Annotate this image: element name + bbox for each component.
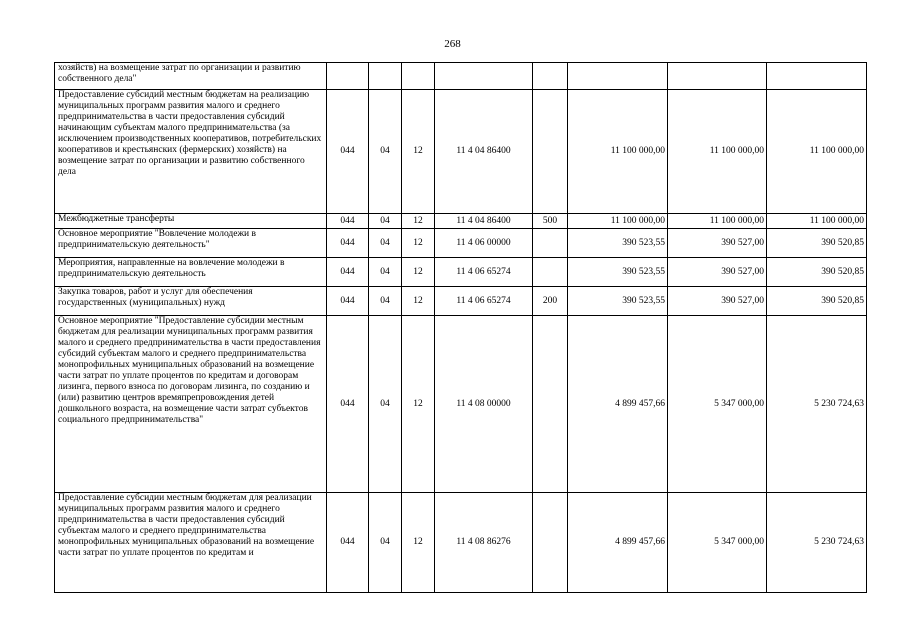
page-number: 268 <box>444 38 461 50</box>
table-row <box>55 258 867 287</box>
target-article-cell: 11 4 04 86400 <box>435 214 533 229</box>
subsection-cell: 12 <box>402 316 435 493</box>
grbs-cell: 044 <box>327 493 369 593</box>
item-name-cell: Межбюджетные трансферты <box>55 214 327 229</box>
amount-year-2-cell: 11 100 000,00 <box>668 90 767 214</box>
item-name-cell: Предоставление субсидии местным бюджетам для реализации муниципальных программ развития малого и среднего предпринимательства в части предоставления субсидий субъектам малого и среднего предпринимательства монопрофильных муниципальных образований на возмещение части затрат по уплате процентов по кредитам и <box>55 493 327 593</box>
amount-year-1-cell <box>568 63 668 90</box>
section-cell: 04 <box>369 229 402 258</box>
target-article-cell: 11 4 08 86276 <box>435 493 533 593</box>
amount-year-2-cell: 390 527,00 <box>668 229 767 258</box>
table-row <box>55 214 867 229</box>
amount-year-2-cell: 5 347 000,00 <box>668 493 767 593</box>
subsection-cell: 12 <box>402 90 435 214</box>
item-name-cell: Предоставление субсидий местным бюджетам на реализацию муниципальных программ развития малого и среднего предпринимательства в части предоставления субсидий начинающим субъектам малого предпринимательства (за исключением производственных кооперативов, потребительских кооперативов и крестьянских (фермерских) хозяйств) на возмещение затрат по организации и развитию собственного дела <box>55 90 327 214</box>
target-article-cell: 11 4 06 65274 <box>435 287 533 316</box>
expense-type-cell <box>533 258 568 287</box>
subsection-cell: 12 <box>402 493 435 593</box>
amount-year-1-cell: 4 899 457,66 <box>568 316 668 493</box>
section-cell: 04 <box>369 316 402 493</box>
amount-year-2-cell <box>668 63 767 90</box>
section-cell: 04 <box>369 258 402 287</box>
amount-year-2-cell: 390 527,00 <box>668 258 767 287</box>
grbs-cell: 044 <box>327 258 369 287</box>
table-row <box>55 229 867 258</box>
section-cell: 04 <box>369 90 402 214</box>
table-row <box>55 493 867 593</box>
grbs-cell <box>327 63 369 90</box>
amount-year-3-cell: 390 520,85 <box>767 258 867 287</box>
expense-type-cell <box>533 229 568 258</box>
amount-year-3-cell: 390 520,85 <box>767 287 867 316</box>
target-article-cell: 11 4 06 65274 <box>435 258 533 287</box>
subsection-cell <box>402 63 435 90</box>
grbs-cell: 044 <box>327 316 369 493</box>
item-name-cell: хозяйств) на возмещение затрат по организации и развитию собственного дела" <box>55 63 327 90</box>
table-row <box>55 63 867 90</box>
item-name-cell: Мероприятия, направленные на вовлечение молодежи в предпринимательскую деятельность <box>55 258 327 287</box>
section-cell: 04 <box>369 214 402 229</box>
expense-type-cell <box>533 493 568 593</box>
amount-year-1-cell: 390 523,55 <box>568 258 668 287</box>
expense-type-cell: 200 <box>533 287 568 316</box>
item-name-cell: Закупка товаров, работ и услуг для обеспечения государственных (муниципальных) нужд <box>55 287 327 316</box>
table-row <box>55 90 867 214</box>
target-article-cell: 11 4 04 86400 <box>435 90 533 214</box>
item-name-cell: Основное мероприятие "Предоставление субсидии местным бюджетам для реализации муниципальных программ развития малого и среднего предпринимательства в части предоставления субсидий субъектам малого и среднего предпринимательства монопрофильных муниципальных образований на возмещение части затрат по уплате процентов по кредитам и договорам лизинга, первого взноса по договорам лизинга, по созданию и (или) развитию центров времяпрепровождения детей дошкольного возраста, на возмещение части затрат субъектов социального предпринимательства" <box>55 316 327 493</box>
expense-type-cell <box>533 316 568 493</box>
table-body <box>55 63 867 593</box>
expense-type-cell <box>533 63 568 90</box>
grbs-cell: 044 <box>327 214 369 229</box>
expense-type-cell <box>533 90 568 214</box>
target-article-cell: 11 4 06 00000 <box>435 229 533 258</box>
grbs-cell: 044 <box>327 90 369 214</box>
table-row <box>55 316 867 493</box>
subsection-cell: 12 <box>402 258 435 287</box>
amount-year-1-cell: 390 523,55 <box>568 287 668 316</box>
grbs-cell: 044 <box>327 287 369 316</box>
amount-year-3-cell <box>767 63 867 90</box>
budget-table <box>54 62 867 593</box>
subsection-cell: 12 <box>402 287 435 316</box>
target-article-cell <box>435 63 533 90</box>
amount-year-2-cell: 390 527,00 <box>668 287 767 316</box>
amount-year-1-cell: 4 899 457,66 <box>568 493 668 593</box>
table-row <box>55 287 867 316</box>
amount-year-3-cell: 11 100 000,00 <box>767 214 867 229</box>
amount-year-3-cell: 11 100 000,00 <box>767 90 867 214</box>
amount-year-3-cell: 5 230 724,63 <box>767 316 867 493</box>
amount-year-3-cell: 5 230 724,63 <box>767 493 867 593</box>
amount-year-2-cell: 11 100 000,00 <box>668 214 767 229</box>
grbs-cell: 044 <box>327 229 369 258</box>
section-cell <box>369 63 402 90</box>
amount-year-3-cell: 390 520,85 <box>767 229 867 258</box>
amount-year-1-cell: 11 100 000,00 <box>568 214 668 229</box>
amount-year-1-cell: 11 100 000,00 <box>568 90 668 214</box>
section-cell: 04 <box>369 287 402 316</box>
target-article-cell: 11 4 08 00000 <box>435 316 533 493</box>
amount-year-2-cell: 5 347 000,00 <box>668 316 767 493</box>
subsection-cell: 12 <box>402 229 435 258</box>
section-cell: 04 <box>369 493 402 593</box>
item-name-cell: Основное мероприятие "Вовлечение молодежи в предпринимательскую деятельность" <box>55 229 327 258</box>
expense-type-cell: 500 <box>533 214 568 229</box>
subsection-cell: 12 <box>402 214 435 229</box>
amount-year-1-cell: 390 523,55 <box>568 229 668 258</box>
